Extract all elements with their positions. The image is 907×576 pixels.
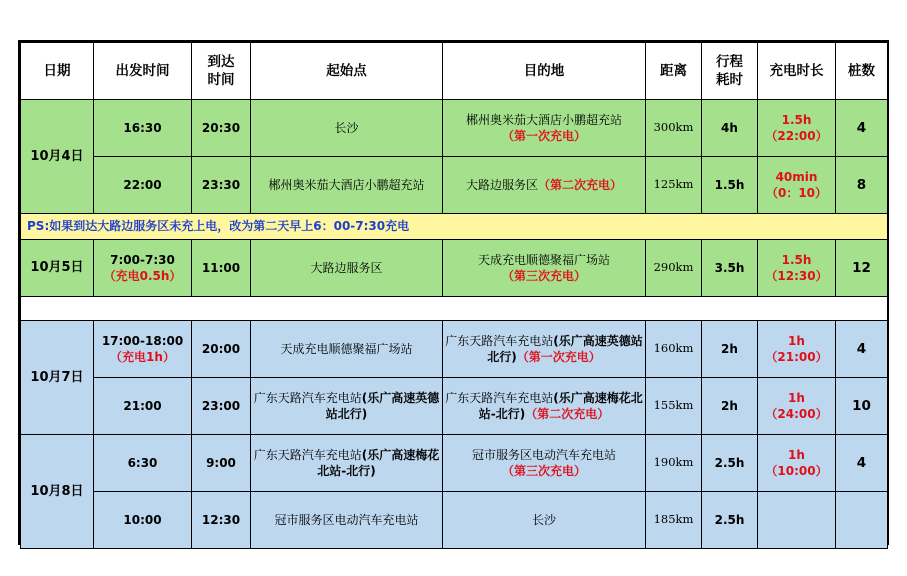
- duration-cell: 2h: [702, 378, 758, 435]
- table-row: [21, 321, 888, 378]
- table-row: [21, 240, 888, 297]
- charge-time-cell: 1.5h （12:30）: [758, 240, 836, 297]
- distance-cell: 160km: [646, 321, 702, 378]
- depart-cell: 17:00-18:00 （充电1h）: [94, 321, 192, 378]
- date-cell: 10月7日: [21, 321, 94, 435]
- arrive-cell: 23:00: [192, 378, 251, 435]
- depart-cell: 10:00: [94, 492, 192, 549]
- depart-cell: 21:00: [94, 378, 192, 435]
- depart-cell: 22:00: [94, 157, 192, 214]
- header-row: [21, 43, 888, 100]
- itinerary-sheet: [18, 40, 889, 545]
- charge-time-cell: 1h （10:00）: [758, 435, 836, 492]
- piles-cell: 4: [836, 100, 888, 157]
- destination-cell: 冠市服务区电动汽车充电站 （第三次充电）: [443, 435, 646, 492]
- duration-cell: 4h: [702, 100, 758, 157]
- table-row: [21, 100, 888, 157]
- piles-cell: 8: [836, 157, 888, 214]
- table-row: [21, 378, 888, 435]
- header-destination: 目的地: [443, 43, 646, 100]
- distance-cell: 300km: [646, 100, 702, 157]
- header-piles: 桩数: [836, 43, 888, 100]
- origin-cell: 大路边服务区: [251, 240, 443, 297]
- arrive-cell: 20:30: [192, 100, 251, 157]
- distance-cell: 125km: [646, 157, 702, 214]
- blank-row: [21, 297, 888, 321]
- origin-cell: 天成充电顺德聚福广场站: [251, 321, 443, 378]
- charge-time-cell: 1h （24:00）: [758, 378, 836, 435]
- destination-cell: 长沙: [443, 492, 646, 549]
- origin-cell: 广东天路汽车充电站(乐广高速梅花北站-北行): [251, 435, 443, 492]
- header-origin: 起始点: [251, 43, 443, 100]
- duration-cell: 2.5h: [702, 435, 758, 492]
- depart-cell: 6:30: [94, 435, 192, 492]
- origin-cell: 郴州奥米茄大酒店小鹏超充站: [251, 157, 443, 214]
- note-text: PS:如果到达大路边服务区未充上电，改为第二天早上6：00-7:30充电: [21, 214, 888, 240]
- destination-cell: 广东天路汽车充电站(乐广高速英德站北行)（第一次充电）: [443, 321, 646, 378]
- distance-cell: 185km: [646, 492, 702, 549]
- charge-time-cell: [758, 492, 836, 549]
- destination-cell: 郴州奥米茄大酒店小鹏超充站 （第一次充电）: [443, 100, 646, 157]
- charge-time-cell: 40min （0：10）: [758, 157, 836, 214]
- piles-cell: [836, 492, 888, 549]
- piles-cell: 12: [836, 240, 888, 297]
- piles-cell: 4: [836, 321, 888, 378]
- distance-cell: 155km: [646, 378, 702, 435]
- note-row: [21, 214, 888, 240]
- duration-cell: 2.5h: [702, 492, 758, 549]
- destination-cell: 大路边服务区（第二次充电）: [443, 157, 646, 214]
- itinerary-table: [20, 42, 888, 549]
- date-cell: 10月5日: [21, 240, 94, 297]
- header-arrive: 到达 时间: [192, 43, 251, 100]
- arrive-cell: 20:00: [192, 321, 251, 378]
- arrive-cell: 23:30: [192, 157, 251, 214]
- depart-cell: 16:30: [94, 100, 192, 157]
- arrive-cell: 12:30: [192, 492, 251, 549]
- date-cell: 10月4日: [21, 100, 94, 214]
- charge-time-cell: 1h （21:00）: [758, 321, 836, 378]
- depart-cell: 7:00-7:30 （充电0.5h）: [94, 240, 192, 297]
- table-row: [21, 492, 888, 549]
- header-depart: 出发时间: [94, 43, 192, 100]
- piles-cell: 4: [836, 435, 888, 492]
- date-cell: 10月8日: [21, 435, 94, 549]
- table-row: [21, 157, 888, 214]
- distance-cell: 190km: [646, 435, 702, 492]
- arrive-cell: 11:00: [192, 240, 251, 297]
- charge-time-cell: 1.5h （22:00）: [758, 100, 836, 157]
- arrive-cell: 9:00: [192, 435, 251, 492]
- destination-cell: 天成充电顺德聚福广场站 （第三次充电）: [443, 240, 646, 297]
- header-charge-time: 充电时长: [758, 43, 836, 100]
- header-date: 日期: [21, 43, 94, 100]
- destination-cell: 广东天路汽车充电站(乐广高速梅花北站-北行)（第二次充电）: [443, 378, 646, 435]
- origin-cell: 广东天路汽车充电站(乐广高速英德站北行): [251, 378, 443, 435]
- duration-cell: 2h: [702, 321, 758, 378]
- origin-cell: 长沙: [251, 100, 443, 157]
- header-duration: 行程 耗时: [702, 43, 758, 100]
- table-row: [21, 435, 888, 492]
- duration-cell: 3.5h: [702, 240, 758, 297]
- duration-cell: 1.5h: [702, 157, 758, 214]
- piles-cell: 10: [836, 378, 888, 435]
- distance-cell: 290km: [646, 240, 702, 297]
- header-distance: 距离: [646, 43, 702, 100]
- blank-cell: [21, 297, 888, 321]
- origin-cell: 冠市服务区电动汽车充电站: [251, 492, 443, 549]
